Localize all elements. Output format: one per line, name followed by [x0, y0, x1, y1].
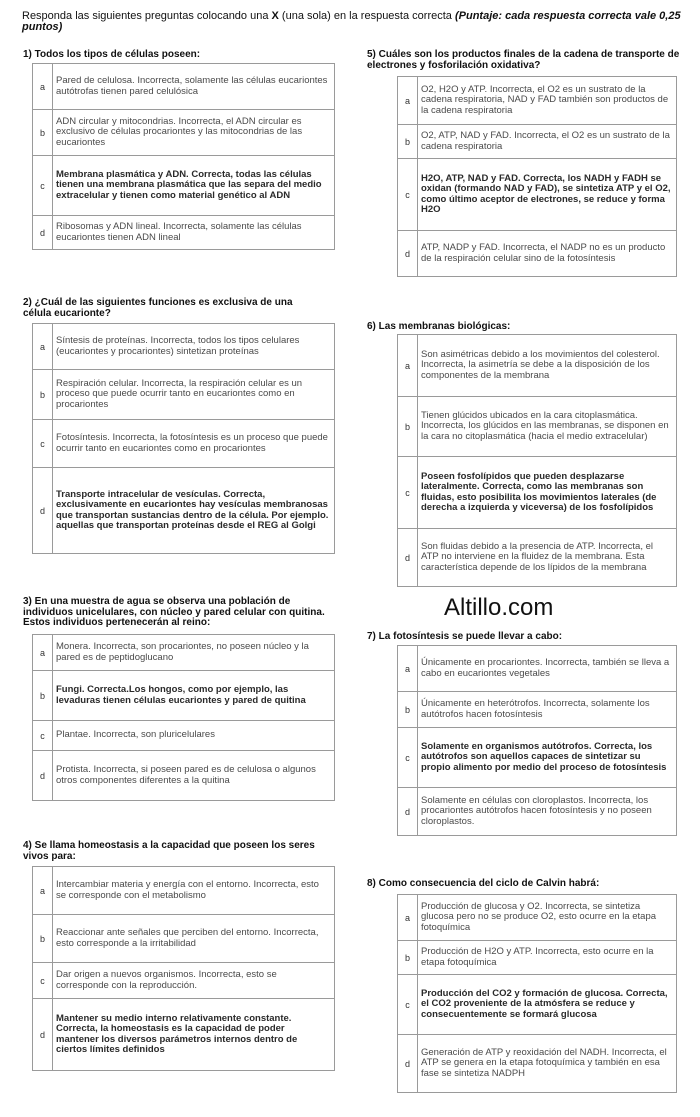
option-text: Respiración celular. Incorrecta, la respiración celular es un proceso que puede ocurrir tanto en eucariontes como en procariontes: [53, 370, 335, 420]
option-row[interactable]: [33, 324, 335, 370]
option-row[interactable]: [398, 895, 677, 941]
option-row-correct[interactable]: [33, 999, 335, 1071]
option-letter[interactable]: d: [398, 788, 418, 836]
option-row[interactable]: [398, 941, 677, 975]
question-5-title: 5) Cuáles son los productos finales de la cadena de transporte de electrones y fosforilación oxidativa?: [367, 49, 680, 71]
option-letter[interactable]: d: [398, 1035, 418, 1093]
option-letter[interactable]: c: [398, 457, 418, 529]
option-text: Intercambiar materia y energía con el entorno. Incorrecta, esto se corresponde con el metabolismo: [53, 867, 335, 915]
option-text: Fungi. Correcta.Los hongos, como por ejemplo, las levaduras tienen células eucariontes y pared de quitina: [53, 671, 335, 721]
option-letter[interactable]: c: [398, 159, 418, 231]
option-letter[interactable]: a: [33, 635, 53, 671]
option-text: Producción de H2O y ATP. Incorrecta, esto ocurre en la etapa fotoquímica: [418, 941, 677, 975]
instructions: [22, 11, 692, 33]
points-note: (Puntaje: cada respuesta correcta vale 0,25 puntos): [22, 10, 681, 33]
option-row[interactable]: [33, 915, 335, 963]
option-text: Tienen glúcidos ubicados en la cara citoplasmática. Incorrecta, los glúcidos en las membranas, se disponen en la cara no citoplasmática (hacia el medio extracelular): [418, 397, 677, 457]
option-row-correct[interactable]: [398, 728, 677, 788]
option-text: Únicamente en procariontes. Incorrecta, también se lleva a cabo en eucariontes vegetales: [418, 646, 677, 692]
option-row[interactable]: [398, 125, 677, 159]
option-row[interactable]: [398, 1035, 677, 1093]
option-letter[interactable]: b: [398, 397, 418, 457]
option-text: Pared de celulosa. Incorrecta, solamente las células eucariontes autótrofas tienen pared celulósica: [53, 64, 335, 110]
option-row[interactable]: [398, 692, 677, 728]
question-4-title: 4) Se llama homeostasis a la capacidad que poseen los seres vivos para:: [23, 840, 315, 862]
option-row[interactable]: [33, 64, 335, 110]
option-row[interactable]: [33, 420, 335, 468]
option-text: H2O, ATP, NAD y FAD. Correcta, los NADH y FADH se oxidan (formando NAD y FAD), se sintetiza ATP y el O2, como último aceptor de electrones, se reduce y forma H2O: [418, 159, 677, 231]
option-row-correct[interactable]: [398, 159, 677, 231]
option-row-correct[interactable]: [398, 975, 677, 1035]
option-text: Fotosíntesis. Incorrecta, la fotosíntesis es un proceso que puede ocurrir tanto en eucariontes como en procariontes: [53, 420, 335, 468]
question-2-title: 2) ¿Cuál de las siguientes funciones es exclusiva de una célula eucarionte?: [23, 297, 293, 319]
option-row-correct[interactable]: [33, 671, 335, 721]
option-row[interactable]: [33, 370, 335, 420]
instruction-text: Responda las siguientes preguntas colocando una: [22, 10, 272, 22]
option-letter[interactable]: a: [33, 324, 53, 370]
option-text: ADN circular y mitocondrias. Incorrecta, el ADN circular es exclusivo de células procariontes y las mitocondrias de las eucariontes: [53, 110, 335, 156]
question-8-table: [397, 894, 677, 1093]
option-row[interactable]: [33, 963, 335, 999]
question-2-table: [32, 323, 335, 554]
option-text: Reaccionar ante señales que perciben del entorno. Incorrecta, esto corresponde a la irritabilidad: [53, 915, 335, 963]
option-text: Solamente en células con cloroplastos. Incorrecta, los procariontes autótrofos hacen fotosíntesis y no poseen cloroplastos.: [418, 788, 677, 836]
option-letter[interactable]: d: [33, 216, 53, 250]
option-letter[interactable]: b: [33, 370, 53, 420]
option-text: Poseen fosfolípidos que pueden desplazarse lateralmente. Correcta, como las membranas son fluidas, esto posibilita los movimientos laterales (de derecha a izquierda y viceversa) de los fosfolípidos: [418, 457, 677, 529]
option-text: Son fluidas debido a la presencia de ATP. Incorrecta, el ATP no interviene en la fluidez de la membrana. Esta característica depende de los lípidos de la membrana: [418, 529, 677, 587]
question-3-title: 3) En una muestra de agua se observa una población de individuos unicelulares, con núcleo y pared celular con quitina. Estos individuos pertenecerán al reino:: [23, 596, 325, 628]
option-letter[interactable]: b: [33, 915, 53, 963]
option-letter[interactable]: d: [33, 999, 53, 1071]
question-3-table: [32, 634, 335, 801]
option-letter[interactable]: c: [398, 728, 418, 788]
option-letter[interactable]: d: [398, 529, 418, 587]
option-text: Transporte intracelular de vesículas. Correcta, exclusivamente en eucariontes hay vesículas membranosas que transportan sustancias dentro de la célula. Por ejemplo. aquellas que transportan proteínas desde el REG al Golgi: [53, 468, 335, 554]
option-letter[interactable]: b: [33, 671, 53, 721]
option-letter[interactable]: c: [33, 420, 53, 468]
option-text: Monera. Incorrecta, son procariontes, no poseen núcleo y la pared es de peptidoglucano: [53, 635, 335, 671]
question-7-title: 7) La fotosíntesis se puede llevar a cabo:: [367, 631, 563, 642]
option-text: Producción del CO2 y formación de glucosa. Correcta, el CO2 proveniente de la atmósfera se reduce y consecuentemente se formará glucosa: [418, 975, 677, 1035]
option-letter[interactable]: b: [398, 941, 418, 975]
question-5-table: [397, 76, 677, 277]
option-letter[interactable]: c: [398, 975, 418, 1035]
option-row[interactable]: [33, 216, 335, 250]
option-letter[interactable]: d: [33, 751, 53, 801]
option-letter[interactable]: a: [398, 646, 418, 692]
option-row[interactable]: [398, 788, 677, 836]
option-row-correct[interactable]: [33, 468, 335, 554]
option-row[interactable]: [33, 867, 335, 915]
option-row[interactable]: [398, 231, 677, 277]
option-letter[interactable]: a: [33, 64, 53, 110]
option-row[interactable]: [33, 751, 335, 801]
option-row[interactable]: [398, 397, 677, 457]
option-row[interactable]: [33, 721, 335, 751]
option-row[interactable]: [398, 77, 677, 125]
option-row[interactable]: [398, 335, 677, 397]
option-letter[interactable]: b: [33, 110, 53, 156]
option-letter[interactable]: a: [398, 335, 418, 397]
option-letter[interactable]: c: [33, 963, 53, 999]
option-text: O2, ATP, NAD y FAD. Incorrecta, el O2 es un sustrato de la cadena respiratoria: [418, 125, 677, 159]
question-4-table: [32, 866, 335, 1071]
option-row[interactable]: [33, 635, 335, 671]
option-text: Únicamente en heterótrofos. Incorrecta, solamente los autótrofos hacen fotosíntesis: [418, 692, 677, 728]
instruction-mark: X: [271, 10, 279, 22]
option-text: O2, H2O y ATP. Incorrecta, el O2 es un sustrato de la cadena respiratoria, NAD y FAD también son productos de la cadena respiratoria: [418, 77, 677, 125]
option-text: Solamente en organismos autótrofos. Correcta, los autótrofos son aquellos capaces de sintetizar su propio alimento por medio del proceso de fotosíntesis: [418, 728, 677, 788]
question-1-table: [32, 63, 335, 250]
option-text: Son asimétricas debido a los movimientos del colesterol. Incorrecta, la asimetría se debe a la disposición de los componentes de la membrana: [418, 335, 677, 397]
option-text: Dar origen a nuevos organismos. Incorrecta, esto se corresponde con la reproducción.: [53, 963, 335, 999]
option-text: Protista. Incorrecta, si poseen pared es de celulosa o algunos otros componentes diferentes a la quitina: [53, 751, 335, 801]
option-text: Generación de ATP y reoxidación del NADH. Incorrecta, el ATP se genera en la etapa fotoquímica y también en esa fase se sintetiza NADPH: [418, 1035, 677, 1093]
option-letter[interactable]: d: [33, 468, 53, 554]
option-letter[interactable]: a: [398, 77, 418, 125]
option-letter[interactable]: c: [33, 156, 53, 216]
question-1-title: 1) Todos los tipos de células poseen:: [23, 49, 201, 60]
option-text: ATP, NADP y FAD. Incorrecta, el NADP no es un producto de la respiración celular sino de la fotosíntesis: [418, 231, 677, 277]
option-row[interactable]: [398, 646, 677, 692]
instruction-tail: (una sola) en la respuesta correcta: [278, 10, 452, 22]
option-text: Membrana plasmática y ADN. Correcta, todas las células tienen una membrana plasmática que las separa del medio extracelular y tienen como material genético al ADN: [53, 156, 335, 216]
option-text: Producción de glucosa y O2. Incorrecta, se sintetiza glucosa pero no se produce O2, esto ocurre en la etapa fotoquímica: [418, 895, 677, 941]
option-text: Ribosomas y ADN lineal. Incorrecta, solamente las células eucariontes tienen ADN lineal: [53, 216, 335, 250]
altillo-logo: Altillo.com: [444, 594, 554, 621]
question-6-title: 6) Las membranas biológicas:: [367, 321, 511, 332]
option-text: Síntesis de proteínas. Incorrecta, todos los tipos celulares (eucariontes y procariontes) sintetizan proteínas: [53, 324, 335, 370]
option-letter[interactable]: b: [398, 692, 418, 728]
question-8-title: 8) Como consecuencia del ciclo de Calvin habrá:: [367, 878, 600, 889]
option-letter[interactable]: c: [33, 721, 53, 751]
option-row[interactable]: [33, 110, 335, 156]
question-6-table: [397, 334, 677, 587]
option-letter[interactable]: b: [398, 125, 418, 159]
option-row[interactable]: [398, 529, 677, 587]
question-7-table: [397, 645, 677, 836]
option-text: Mantener su medio interno relativamente constante. Correcta, la homeostasis es la capacidad de poder mantener los diversos parámetros internos dentro de ciertos límites definidos: [53, 999, 335, 1071]
option-row-correct[interactable]: [398, 457, 677, 529]
option-letter[interactable]: d: [398, 231, 418, 277]
option-row-correct[interactable]: [33, 156, 335, 216]
option-letter[interactable]: a: [398, 895, 418, 941]
option-letter[interactable]: a: [33, 867, 53, 915]
option-text: Plantae. Incorrecta, son pluricelulares: [53, 721, 335, 751]
